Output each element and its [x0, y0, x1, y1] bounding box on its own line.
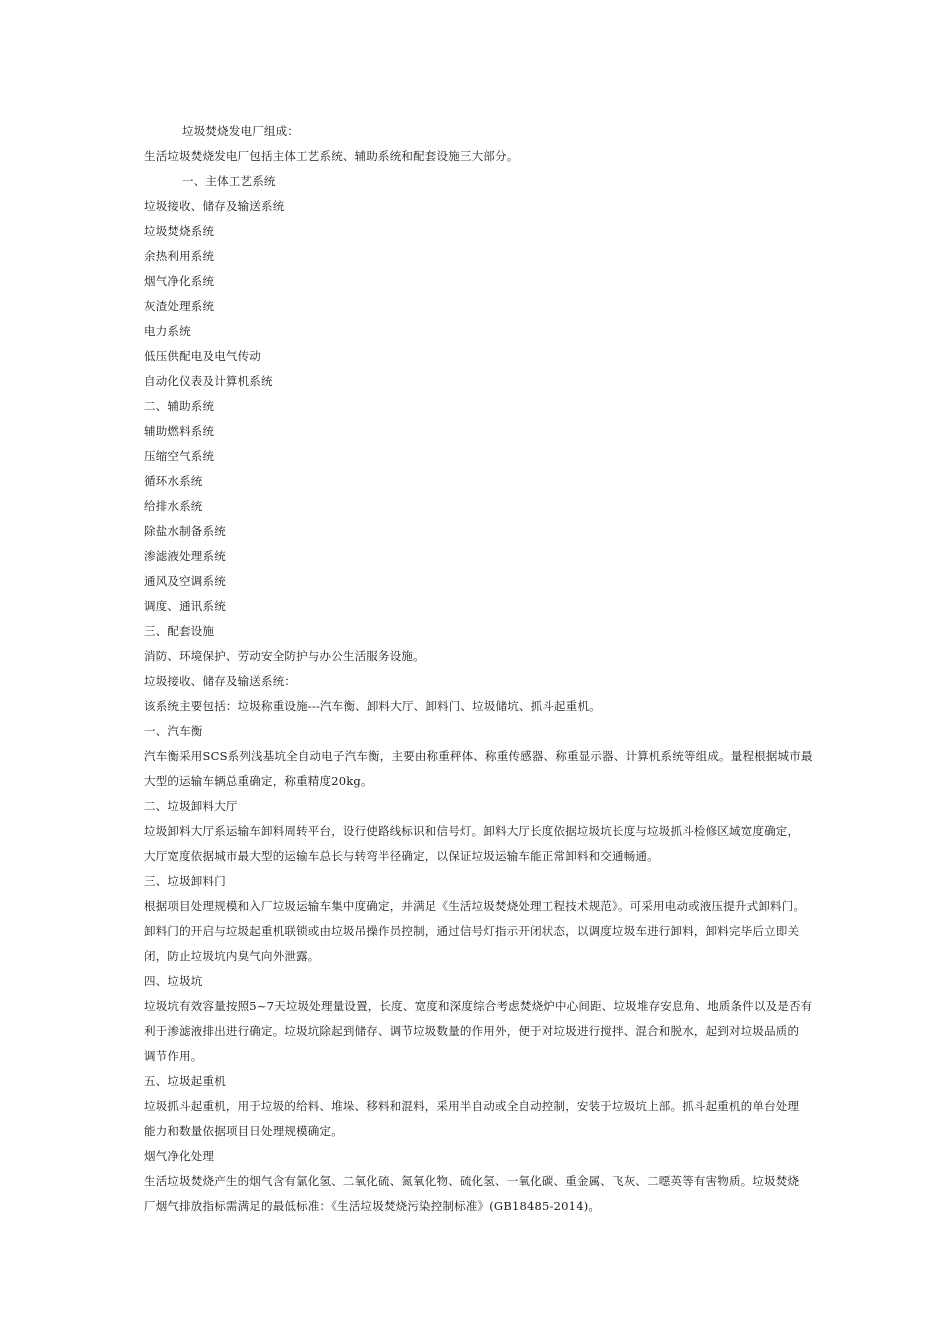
text-line: 根据项目处理规模和入厂垃圾运输车集中度确定，并满足《生活垃圾焚烧处理工程技术规范》。可采用电动或液压提升式卸料门。 [144, 899, 806, 913]
text-line: 调节作用。 [144, 1049, 203, 1063]
text-line: 生活垃圾焚烧产生的烟气含有氯化氢、二氧化硫、氮氧化物、硫化氢、一氧化碳、重金属、飞灰、二噁英等有害物质。垃圾焚烧 [144, 1174, 800, 1188]
text-line: 垃圾卸料大厅系运输车卸料周转平台，设行使路线标识和信号灯。卸料大厅长度依据垃圾坑长度与垃圾抓斗检修区域宽度确定， [144, 824, 800, 838]
text-line: 渗滤液处理系统 [144, 549, 226, 563]
text-line: 烟气净化处理 [144, 1149, 215, 1163]
text-line: 四、垃圾坑 [144, 974, 203, 988]
text-line: 五、垃圾起重机 [144, 1074, 226, 1088]
text-line: 一、主体工艺系统 [182, 174, 276, 188]
text-line: 灰渣处理系统 [144, 299, 215, 313]
text-line: 垃圾接收、储存及输送系统 [144, 199, 285, 213]
text-line: 该系统主要包括：垃圾称重设施---汽车衡、卸料大厅、卸料门、垃圾储坑、抓斗起重机。 [144, 699, 601, 713]
text-line: 垃圾坑有效容量按照5~7天垃圾处理量设置，长度、宽度和深度综合考虑焚烧炉中心间距、垃圾堆存安息角、地质条件以及是否有 [144, 999, 813, 1013]
text-line: 垃圾接收、储存及输送系统： [144, 674, 297, 688]
text-line: 卸料门的开启与垃圾起重机联锁或由垃圾吊操作员控制，通过信号灯指示开闭状态，以调度垃圾车进行卸料，卸料完毕后立即关 [144, 924, 800, 938]
text-line: 垃圾焚烧系统 [144, 224, 215, 238]
text-line: 大厅宽度依据城市最大型的运输车总长与转弯半径确定，以保证垃圾运输车能正常卸料和交通畅通。 [144, 849, 659, 863]
text-line: 除盐水制备系统 [144, 524, 226, 538]
text-line: 压缩空气系统 [144, 449, 215, 463]
text-line: 垃圾抓斗起重机，用于垃圾的给料、堆垛、移料和混料，采用半自动或全自动控制，安装于垃圾坑上部。抓斗起重机的单台处理 [144, 1099, 800, 1113]
text-line: 辅助燃料系统 [144, 424, 215, 438]
text-line: 大型的运输车辆总重确定，称重精度20kg。 [144, 774, 373, 788]
text-line: 电力系统 [144, 324, 191, 338]
text-line: 能力和数量依据项目日处理规模确定。 [144, 1124, 343, 1138]
text-line: 调度、通讯系统 [144, 599, 226, 613]
text-line: 余热利用系统 [144, 249, 215, 263]
text-line: 二、辅助系统 [144, 399, 215, 413]
text-line: 二、垃圾卸料大厅 [144, 799, 238, 813]
text-line: 生活垃圾焚烧发电厂包括主体工艺系统、辅助系统和配套设施三大部分。 [144, 149, 519, 163]
text-line: 一、汽车衡 [144, 724, 203, 738]
text-line: 利于渗滤液排出进行确定。垃圾坑除起到储存、调节垃圾数量的作用外，便于对垃圾进行搅拌、混合和脱水，起到对垃圾品质的 [144, 1024, 800, 1038]
text-line: 汽车衡采用SCS系列浅基坑全自动电子汽车衡，主要由称重秤体、称重传感器、称重显示器、计算机系统等组成。量程根据城市最 [144, 749, 813, 763]
text-line: 垃圾焚烧发电厂组成： [182, 124, 299, 138]
text-line: 给排水系统 [144, 499, 203, 513]
document-body [144, 119, 824, 1219]
text-line: 厂烟气排放指标需满足的最低标准：《生活垃圾焚烧污染控制标准》(GB18485-2014)。 [144, 1199, 601, 1213]
text-line: 烟气净化系统 [144, 274, 215, 288]
text-line: 三、配套设施 [144, 624, 215, 638]
text-line: 低压供配电及电气传动 [144, 349, 261, 363]
text-line: 三、垃圾卸料门 [144, 874, 226, 888]
text-line: 消防、环境保护、劳动安全防护与办公生活服务设施。 [144, 649, 425, 663]
text-line: 闭，防止垃圾坑内臭气向外泄露。 [144, 949, 320, 963]
text-line: 循环水系统 [144, 474, 203, 488]
text-line: 通风及空调系统 [144, 574, 226, 588]
text-line: 自动化仪表及计算机系统 [144, 374, 273, 388]
